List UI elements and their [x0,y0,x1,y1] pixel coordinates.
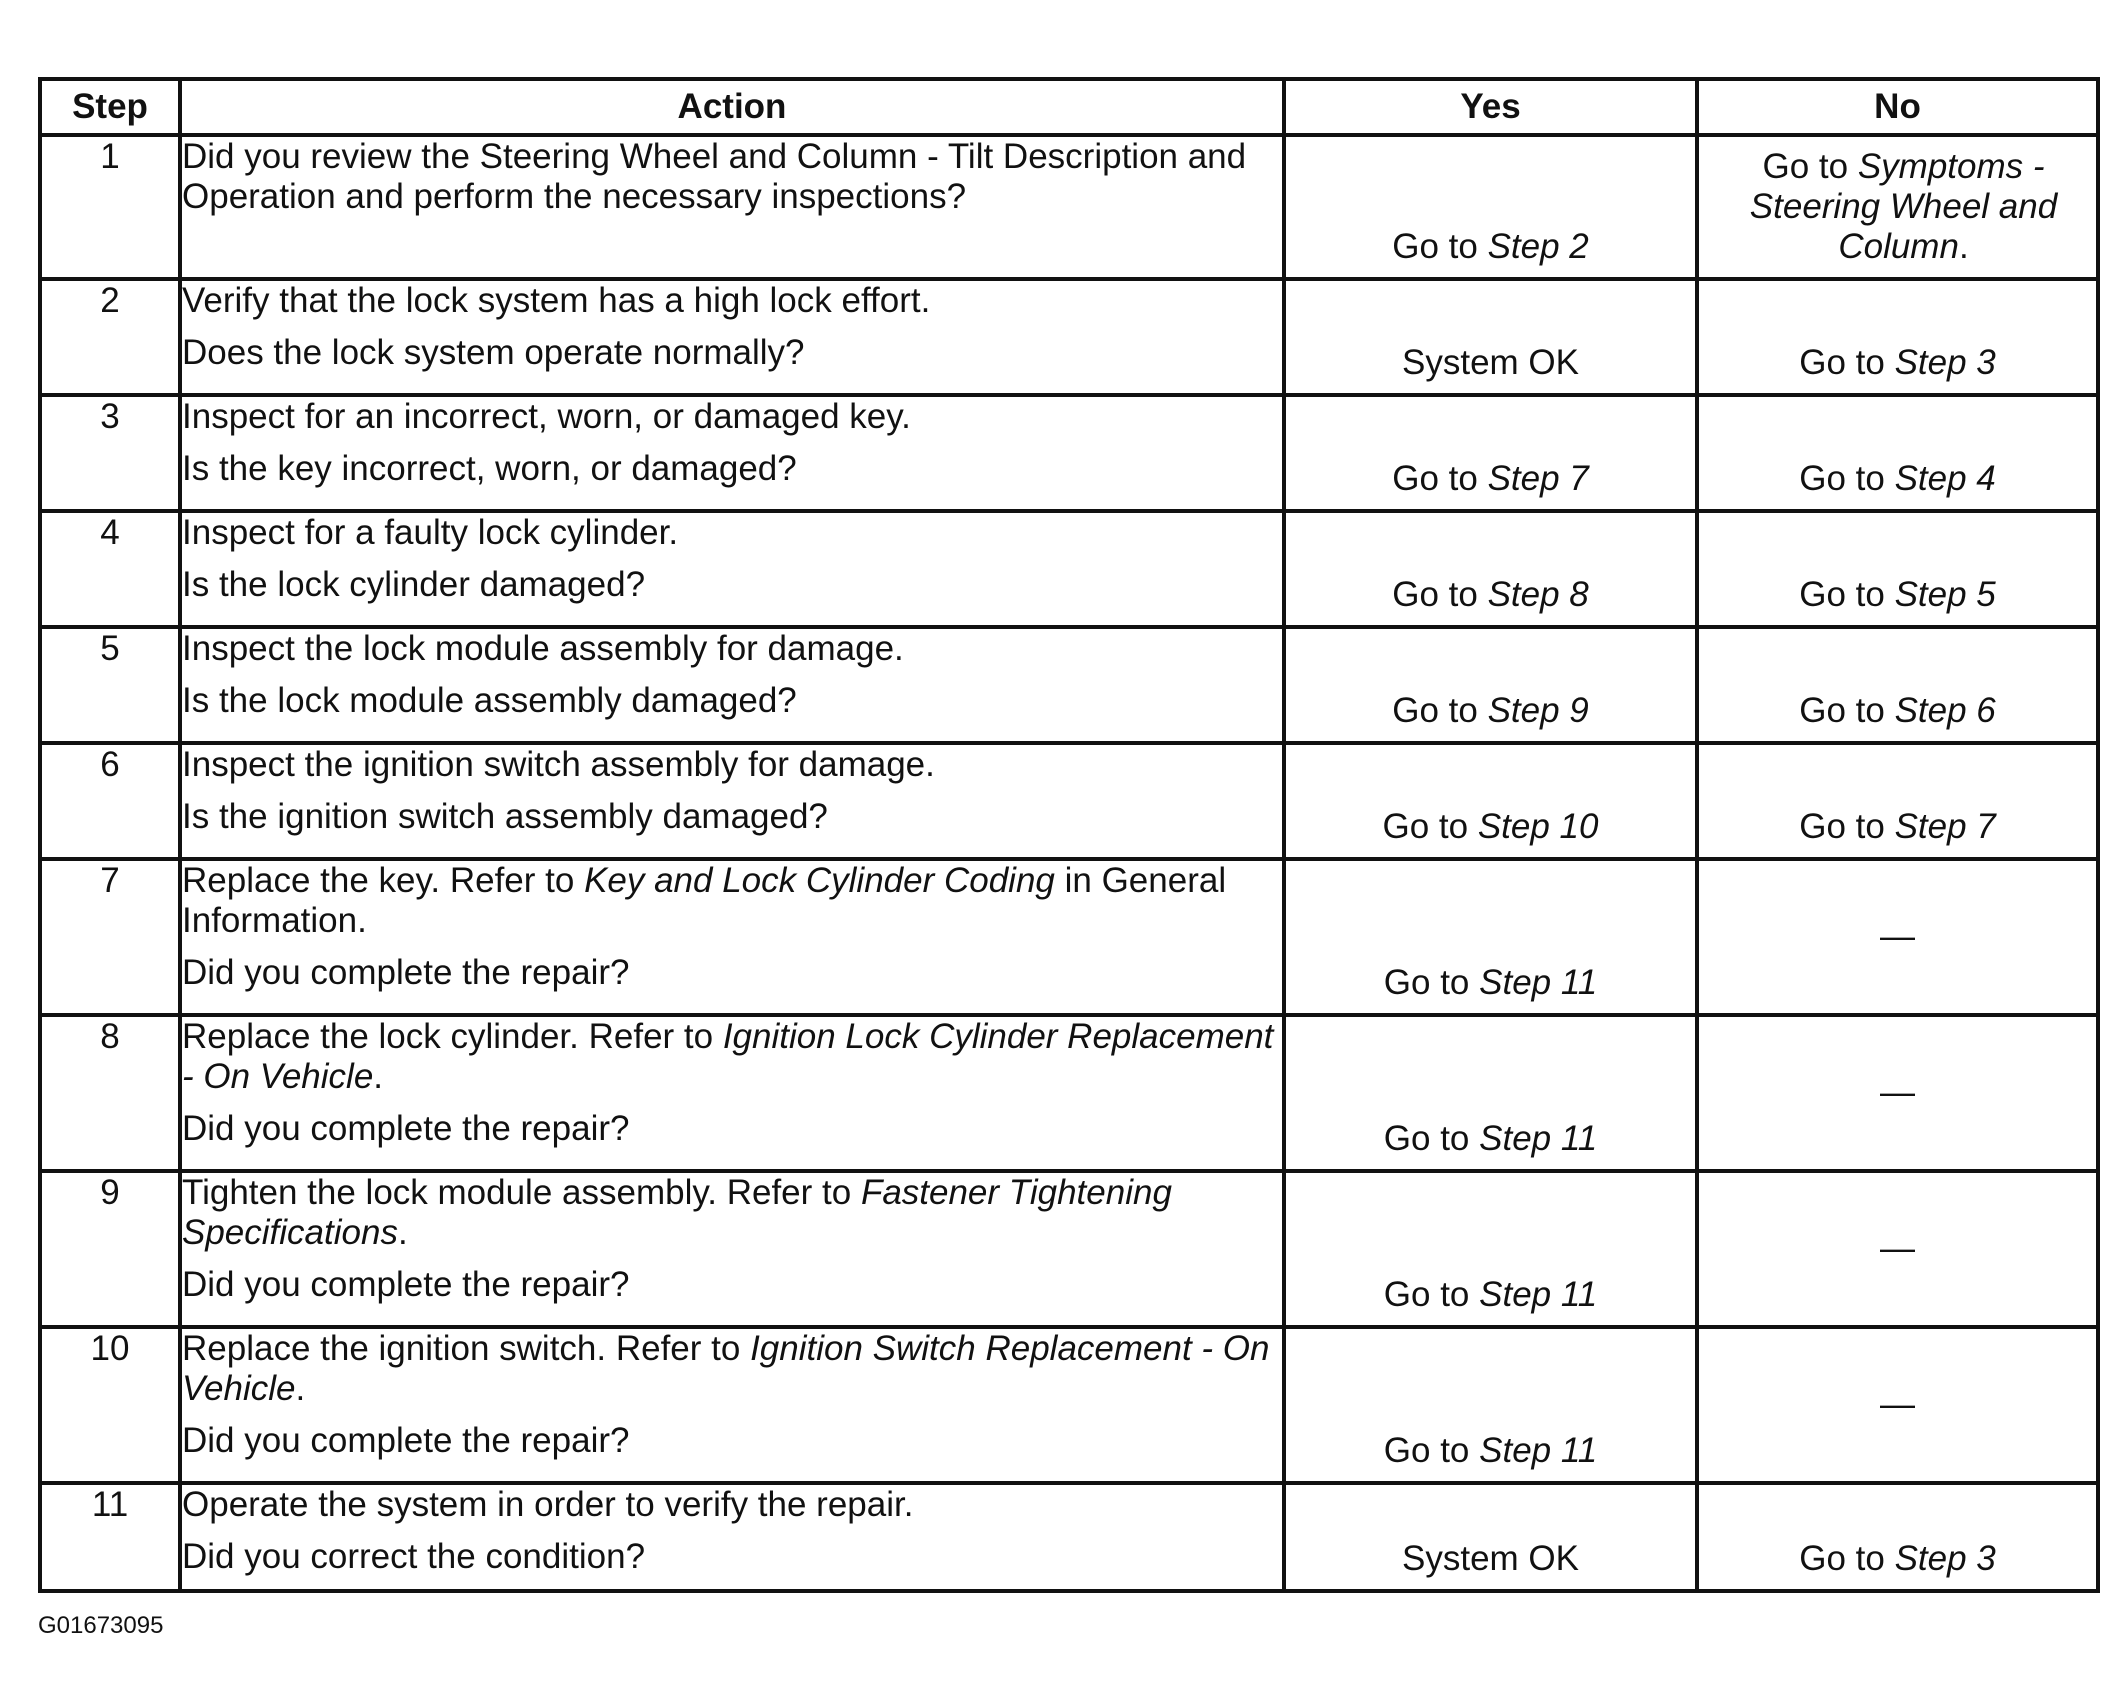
yes-result [1286,459,1695,499]
no-cell [1697,1327,2098,1483]
yes-cell [1284,859,1697,1015]
yes-result [1286,807,1695,847]
yes-result [1286,1431,1695,1471]
action-question: Did you correct the condition? [182,1537,646,1576]
no-cell [1697,1015,2098,1171]
yes-result [1286,691,1695,731]
yes-result [1286,1275,1695,1315]
no-result [1699,575,2096,615]
action-text [182,1017,1282,1097]
header-yes: Yes [1284,79,1697,135]
text-segment: System OK [1402,343,1579,382]
action-cell [180,511,1284,627]
no-cell [1697,511,2098,627]
action-cell [180,743,1284,859]
text-segment: Go to [1383,1275,1480,1314]
text-segment: Operate the system in order to verify the repair. [182,1485,914,1524]
action-text [182,513,1282,553]
reference-link-text: Step 11 [1479,1119,1598,1158]
table-row [40,511,2098,627]
step-number: 11 [40,1483,180,1591]
yes-cell [1284,1327,1697,1483]
reference-link-text: Step 7 [1894,807,1996,846]
reference-link-text: Key and Lock Cylinder Coding [584,861,1055,900]
text-segment: Inspect the lock module assembly for damage. [182,629,904,668]
text-segment: . [397,1213,408,1252]
no-cell [1697,395,2098,511]
reference-link-text: Step 4 [1894,459,1996,498]
action-question: Is the key incorrect, worn, or damaged? [182,449,797,488]
table-row [40,1015,2098,1171]
text-segment: Replace the ignition switch. Refer to [182,1329,751,1368]
text-segment: Go to [1392,459,1488,498]
text-segment: Inspect for an incorrect, worn, or damaged key. [182,397,911,436]
text-segment: System OK [1402,1539,1579,1578]
header-row [40,79,2098,135]
action-text [182,861,1282,941]
action-question: Is the ignition switch assembly damaged? [182,797,828,836]
reference-link-text: Step 3 [1894,343,1996,382]
step-number: 3 [40,395,180,511]
action-text [182,629,1282,669]
text-segment: Go to [1383,1431,1480,1470]
action-text [182,1173,1282,1253]
action-text [182,745,1282,785]
action-text [182,1485,1282,1525]
action-cell [180,395,1284,511]
text-segment: Inspect the ignition switch assembly for damage. [182,745,935,784]
action-cell [180,1015,1284,1171]
table-row [40,1483,2098,1591]
text-segment: Go to [1392,691,1488,730]
no-cell [1697,859,2098,1015]
yes-cell [1284,279,1697,395]
no-cell [1697,1171,2098,1327]
text-segment: in General Information. [182,861,1227,940]
step-number: 6 [40,743,180,859]
table-row [40,627,2098,743]
yes-cell [1284,395,1697,511]
yes-result [1286,227,1695,267]
step-number: 8 [40,1015,180,1171]
reference-link-text: Step 5 [1894,575,1996,614]
yes-cell [1284,1171,1697,1327]
text-segment: Go to [1799,575,1895,614]
reference-link-text: Step 2 [1487,227,1589,266]
yes-cell [1284,743,1697,859]
no-cell [1697,279,2098,395]
action-question: Did you complete the repair? [182,1109,630,1148]
table-row [40,279,2098,395]
reference-link-text: Step 11 [1479,1275,1598,1314]
action-cell [180,1327,1284,1483]
table-row [40,743,2098,859]
text-segment: . [373,1057,384,1096]
yes-cell [1284,627,1697,743]
action-question: Did you complete the repair? [182,953,630,992]
action-cell [180,279,1284,395]
action-cell [180,1483,1284,1591]
reference-link-text: Fastener Tightening Specifications [182,1173,1172,1252]
figure-id: G01673095 [38,1612,164,1639]
step-number: 5 [40,627,180,743]
action-cell [180,135,1284,279]
reference-link-text: Step 10 [1477,807,1599,846]
no-result: — [1880,1073,1915,1112]
step-number: 9 [40,1171,180,1327]
reference-link-text: Step 9 [1487,691,1589,730]
yes-cell [1284,1015,1697,1171]
text-segment: Go to [1762,147,1858,186]
text-segment: Go to [1799,343,1895,382]
reference-link-text: Step 7 [1487,459,1589,498]
diagnostic-table [38,77,2100,1593]
action-question: Did you complete the repair? [182,1265,630,1304]
yes-cell [1284,1483,1697,1591]
reference-link-text: Ignition Lock Cylinder Replacement - On Vehicle [182,1017,1274,1096]
yes-cell [1284,511,1697,627]
no-cell [1697,135,2098,279]
text-segment: Go to [1392,575,1488,614]
step-number: 10 [40,1327,180,1483]
yes-result [1286,1119,1695,1159]
reference-link-text: Step 11 [1479,1431,1598,1470]
action-cell [180,627,1284,743]
no-result [1699,691,2096,731]
no-result [1699,343,2096,383]
yes-cell [1284,135,1697,279]
action-text [182,137,1282,217]
yes-result [1286,343,1695,383]
text-segment: Go to [1799,691,1895,730]
text-segment: . [1958,227,1969,266]
action-text [182,1329,1282,1409]
text-segment: Go to [1383,1119,1480,1158]
header-step: Step [40,79,180,135]
text-segment: Go to [1382,807,1478,846]
reference-link-text: Symptoms - Steering Wheel and Column [1749,147,2058,266]
action-text [182,397,1282,437]
step-number: 7 [40,859,180,1015]
no-result: — [1880,917,1915,956]
text-segment: Did you review the Steering Wheel and Column - Tilt Description and Operation and perform the necessary inspections? [182,137,1247,216]
text-segment: Go to [1799,459,1895,498]
table-row [40,395,2098,511]
step-number: 4 [40,511,180,627]
text-segment: Replace the key. Refer to [182,861,585,900]
yes-result [1286,963,1695,1003]
no-result [1699,1539,2096,1579]
yes-result [1286,1539,1695,1579]
action-question: Is the lock cylinder damaged? [182,565,646,604]
no-result [1699,807,2096,847]
no-result: — [1880,1229,1915,1268]
no-result [1699,459,2096,499]
text-segment: Go to [1799,807,1895,846]
text-segment: Replace the lock cylinder. Refer to [182,1017,723,1056]
text-segment: Go to [1392,227,1488,266]
no-cell [1697,1483,2098,1591]
text-segment: . [295,1369,306,1408]
reference-link-text: Ignition Switch Replacement - On Vehicle [182,1329,1270,1408]
step-number: 2 [40,279,180,395]
action-question: Does the lock system operate normally? [182,333,805,372]
text-segment: Inspect for a faulty lock cylinder. [182,513,679,552]
table-row [40,135,2098,279]
action-text [182,281,1282,321]
no-cell [1697,743,2098,859]
action-question: Is the lock module assembly damaged? [182,681,797,720]
no-result: — [1880,1385,1915,1424]
table-row [40,859,2098,1015]
text-segment: Go to [1799,1539,1895,1578]
reference-link-text: Step 6 [1894,691,1996,730]
table-row [40,1171,2098,1327]
table-body [40,135,2098,1591]
step-number: 1 [40,135,180,279]
header-no: No [1697,79,2098,135]
table-row [40,1327,2098,1483]
no-cell [1697,627,2098,743]
action-question: Did you complete the repair? [182,1421,630,1460]
text-segment: Tighten the lock module assembly. Refer to [182,1173,861,1212]
yes-result [1286,575,1695,615]
reference-link-text: Step 8 [1487,575,1589,614]
reference-link-text: Step 11 [1479,963,1598,1002]
text-segment: Verify that the lock system has a high lock effort. [182,281,931,320]
action-cell [180,1171,1284,1327]
header-action: Action [180,79,1284,135]
reference-link-text: Step 3 [1894,1539,1996,1578]
text-segment: Go to [1383,963,1480,1002]
action-cell [180,859,1284,1015]
no-result [1699,137,2096,277]
